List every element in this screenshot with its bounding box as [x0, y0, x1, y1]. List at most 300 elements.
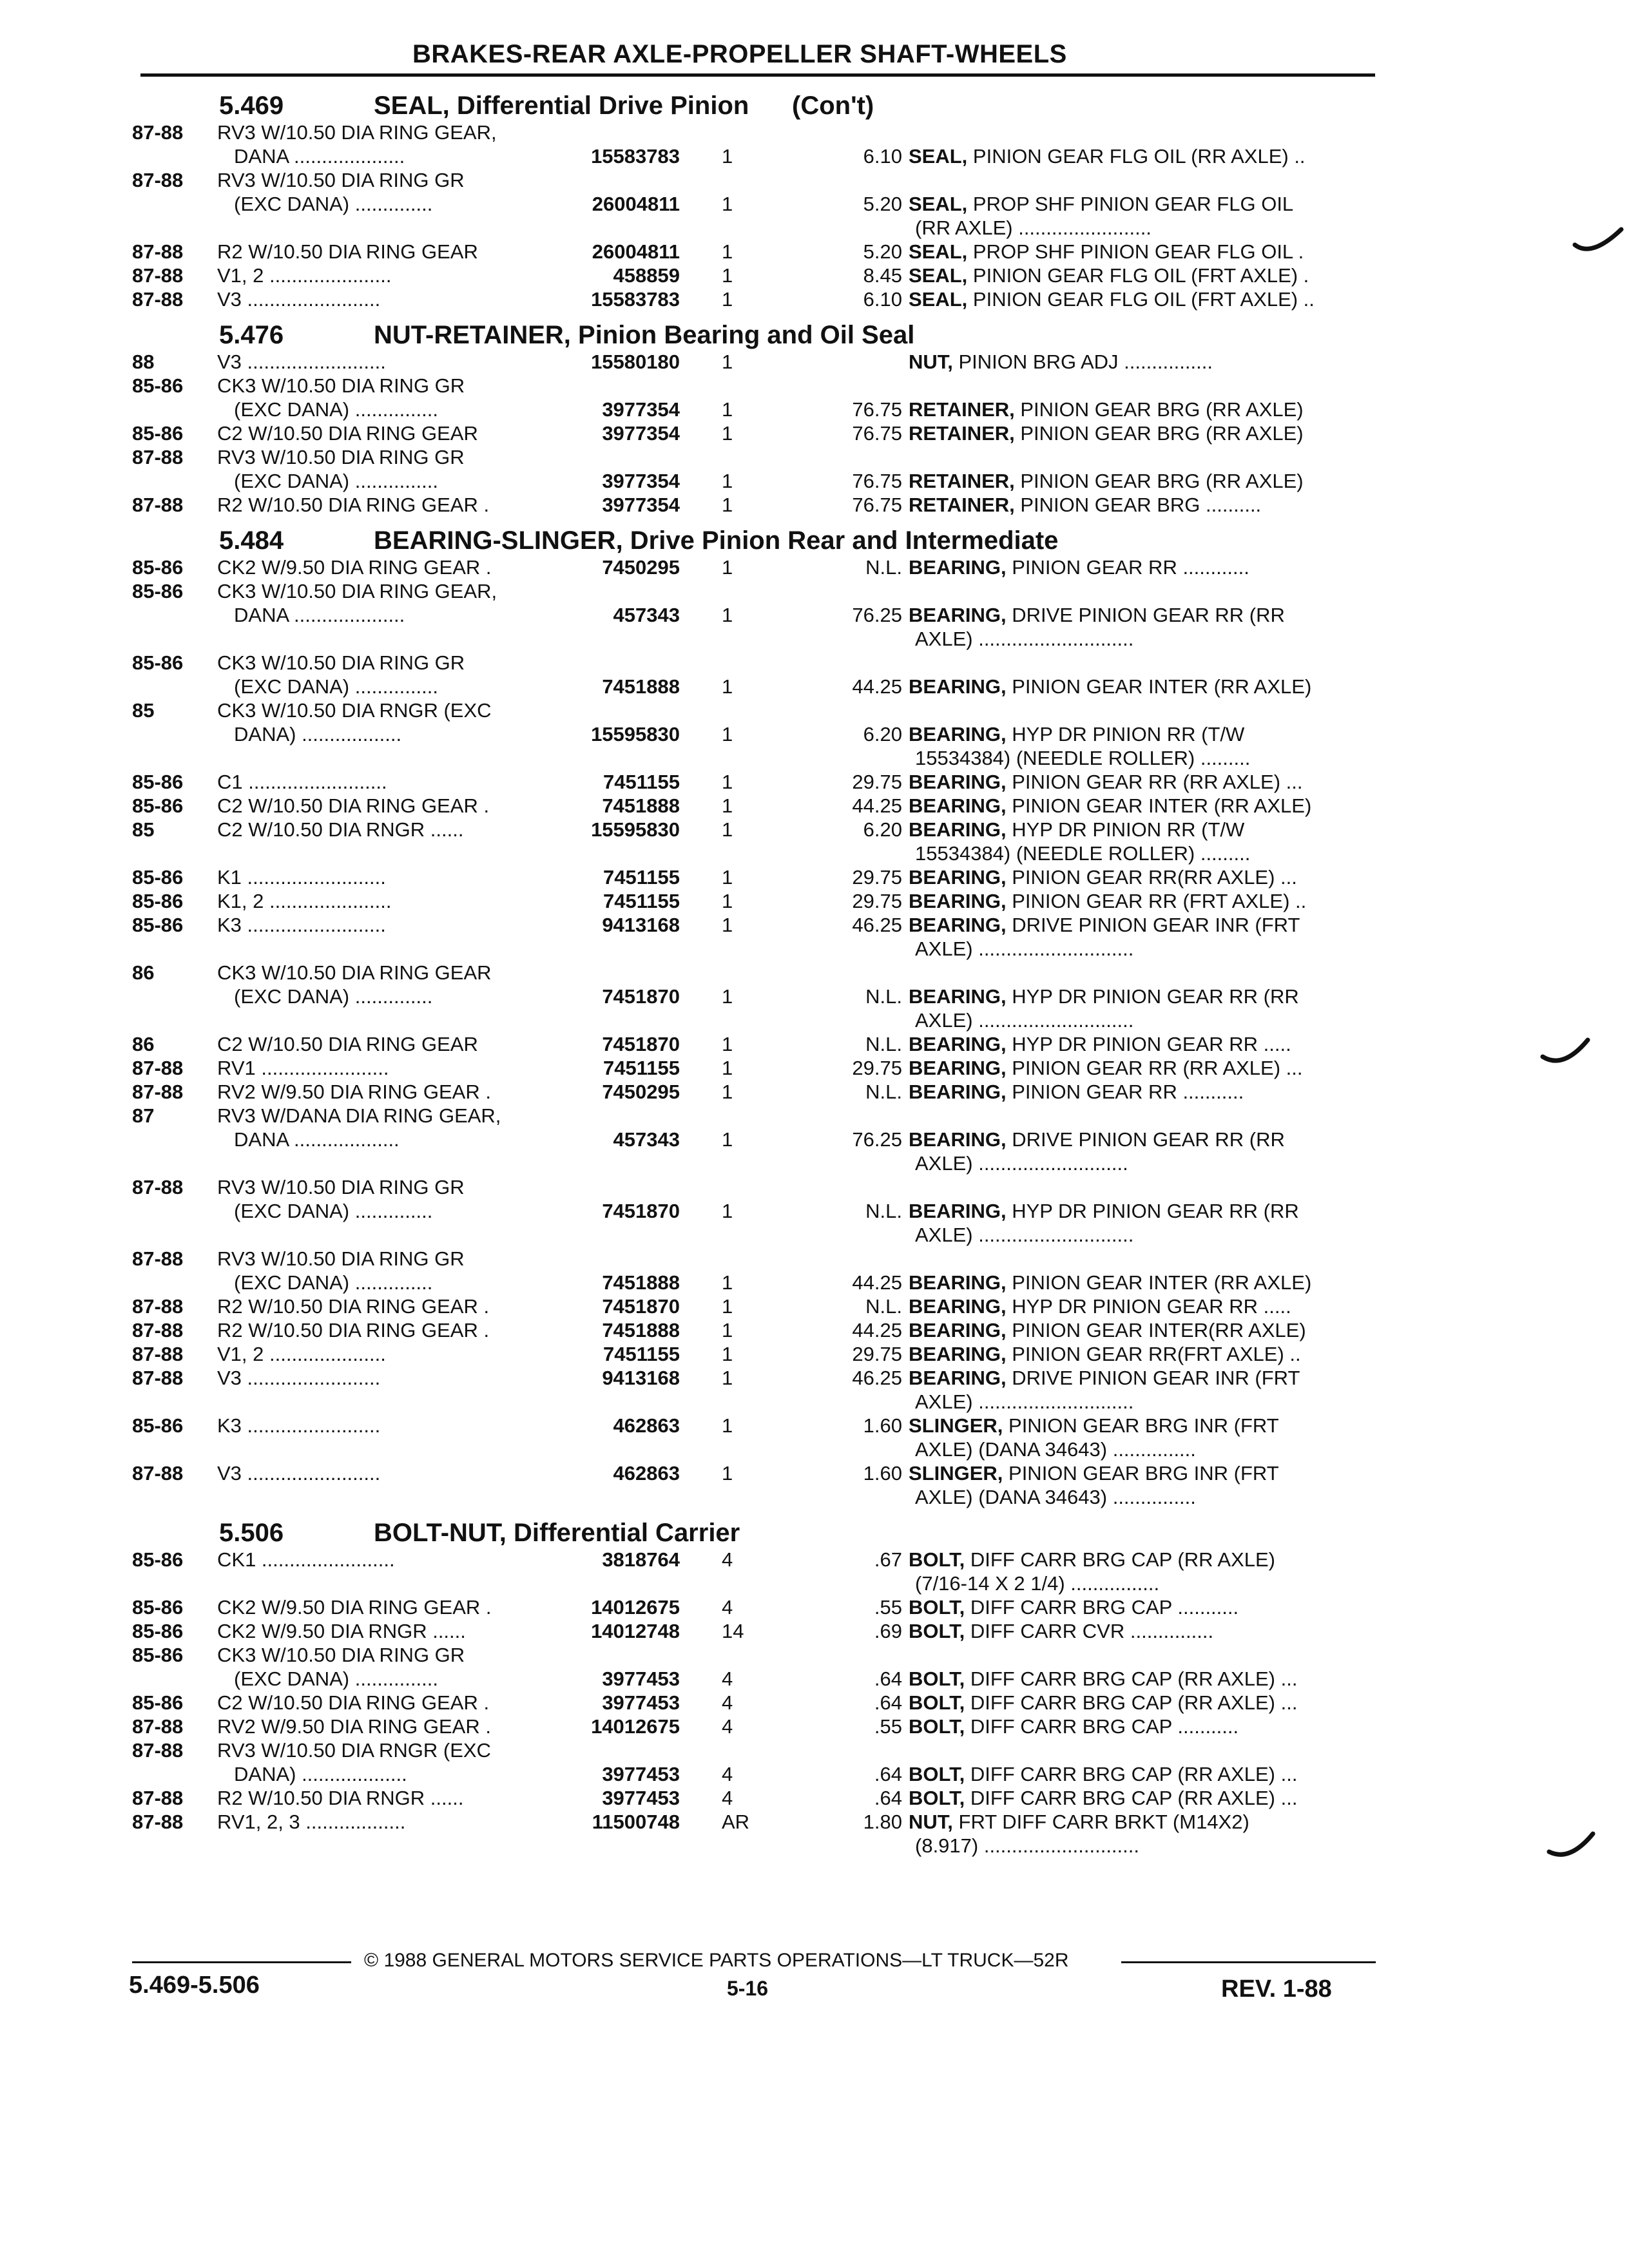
application: K1, 2 ...................... [217, 890, 392, 912]
catalog-row [132, 288, 1382, 312]
part-number: 26004811 [592, 193, 680, 215]
part-description [909, 604, 1285, 627]
application: CK2 W/9.50 DIA RING GEAR . [217, 1596, 492, 1619]
model-years: 85-86 [132, 1620, 184, 1642]
part-description [909, 723, 1244, 746]
part-description-text: DRIVE PINION GEAR RR (RR [1006, 1128, 1285, 1151]
part-description [909, 1367, 1300, 1390]
part-description-text: PROP SHF PINION GEAR FLG OIL . [967, 240, 1304, 263]
quantity: 1 [722, 1319, 733, 1341]
part-number: 3977453 [602, 1691, 680, 1714]
part-description [915, 1438, 1196, 1461]
part-number: 7451155 [603, 1343, 680, 1365]
part-number: 3818764 [602, 1548, 680, 1571]
section-title: BEARING-SLINGER, Drive Pinion Rear and Intermediate [374, 526, 1059, 555]
part-description-text: DRIVE PINION GEAR INR (FRT [1006, 1367, 1300, 1389]
part-description-text: AXLE) ............................ [915, 1390, 1134, 1413]
application: C2 W/10.50 DIA RING GEAR . [217, 794, 490, 817]
model-years: 85-86 [132, 1644, 184, 1666]
part-description-text: 15534384) (NEEDLE ROLLER) ......... [915, 842, 1251, 865]
part-noun: SLINGER, [909, 1462, 1003, 1485]
catalog-row [132, 1200, 1382, 1224]
application: C2 W/10.50 DIA RING GEAR [217, 422, 478, 445]
part-description [909, 193, 1293, 216]
catalog-row [132, 470, 1382, 494]
part-description-text: HYP DR PINION RR (T/W [1006, 818, 1245, 841]
catalog-row [132, 675, 1382, 699]
application: RV1, 2, 3 .................. [217, 1811, 406, 1833]
part-description [909, 1787, 1297, 1810]
catalog-row [132, 1057, 1382, 1081]
part-description-text: FRT DIFF CARR BRKT (M14X2) [952, 1811, 1249, 1833]
quantity: 1 [722, 494, 733, 516]
catalog-row [132, 1763, 1382, 1787]
part-description-text: PINION GEAR RR(RR AXLE) ... [1006, 866, 1297, 889]
part-description-text: DIFF CARR BRG CAP (RR AXLE) [965, 1548, 1275, 1571]
section-number: 5.476 [219, 321, 284, 349]
part-description [909, 794, 1311, 818]
part-number: 14012675 [591, 1596, 680, 1619]
catalog-row [132, 1667, 1382, 1691]
margin-check-mark-top [1572, 226, 1624, 264]
application: RV2 W/9.50 DIA RING GEAR . [217, 1715, 491, 1738]
model-years: 87-88 [132, 121, 184, 144]
part-description [909, 470, 1304, 493]
quantity: 1 [722, 398, 733, 421]
header-rule [140, 73, 1375, 77]
part-noun: BEARING, [909, 794, 1007, 817]
application: CK3 W/10.50 DIA RING GR [217, 651, 465, 674]
part-number: 7451870 [602, 985, 680, 1008]
part-description [909, 1462, 1279, 1485]
part-description-text: DRIVE PINION GEAR INR (FRT [1006, 914, 1300, 936]
footer-copyright: © 1988 GENERAL MOTORS SERVICE PARTS OPERATIONS—LT TRUCK—52R [364, 1950, 1069, 1971]
application: R2 W/10.50 DIA RING GEAR . [217, 494, 490, 516]
part-noun: BOLT, [909, 1620, 965, 1642]
model-years: 85-86 [132, 1414, 184, 1437]
model-years: 87-88 [132, 288, 184, 311]
catalog-row [132, 398, 1382, 422]
catalog-row [132, 422, 1382, 446]
part-description [909, 1343, 1301, 1366]
part-description [909, 1548, 1275, 1571]
catalog-row [132, 747, 1382, 771]
application: RV3 W/10.50 DIA RING GR [217, 1247, 465, 1270]
catalog-row [132, 914, 1382, 937]
price: 6.20 [863, 818, 902, 841]
section-number: 5.469 [219, 91, 284, 120]
part-description [915, 1009, 1133, 1032]
part-description-text: PINION GEAR INTER (RR AXLE) [1006, 794, 1312, 817]
price: 29.75 [852, 771, 902, 793]
part-description [915, 937, 1133, 961]
catalog-row [132, 1224, 1382, 1247]
price: 44.25 [852, 675, 902, 698]
part-number: 7450295 [602, 556, 680, 579]
part-description-text: 15534384) (NEEDLE ROLLER) ......... [915, 747, 1251, 769]
part-description [915, 216, 1152, 240]
part-noun: BEARING, [909, 771, 1007, 793]
part-description-text: DIFF CARR BRG CAP (RR AXLE) ... [965, 1787, 1298, 1809]
part-description [909, 1081, 1244, 1104]
price: 29.75 [852, 1057, 902, 1079]
price: 1.60 [863, 1414, 902, 1437]
application: V1, 2 ..................... [217, 1343, 386, 1365]
footer-page-number: 5-16 [727, 1977, 769, 2000]
part-noun: SEAL, [909, 264, 968, 287]
part-noun: SLINGER, [909, 1414, 1003, 1437]
catalog-row [132, 628, 1382, 651]
part-description-text: HYP DR PINION GEAR RR (RR [1006, 1200, 1299, 1222]
catalog-row [132, 169, 1382, 193]
catalog-row [132, 1033, 1382, 1057]
part-number: 3977453 [602, 1763, 680, 1785]
margin-check-mark-bottom [1547, 1830, 1598, 1869]
part-noun: NUT, [909, 351, 953, 373]
model-years: 87-88 [132, 1319, 184, 1341]
footer-section-range: 5.469-5.506 [129, 1972, 260, 1999]
price: .64 [874, 1763, 902, 1785]
application: DANA) ................... [234, 1763, 407, 1785]
part-description [915, 1572, 1159, 1595]
part-noun: BEARING, [909, 914, 1007, 936]
quantity: 1 [722, 1033, 733, 1055]
part-description [909, 1715, 1239, 1738]
part-noun: SEAL, [909, 288, 968, 311]
quantity: 4 [722, 1715, 733, 1738]
part-description [909, 422, 1304, 445]
application: R2 W/10.50 DIA RING GEAR [217, 240, 478, 263]
catalog-row [132, 1414, 1382, 1438]
catalog-row [132, 699, 1382, 723]
catalog-row [132, 193, 1382, 216]
application: C2 W/10.50 DIA RING GEAR . [217, 1691, 490, 1714]
quantity: 1 [722, 771, 733, 793]
quantity: 4 [722, 1763, 733, 1785]
quantity: 1 [722, 675, 733, 698]
quantity: 1 [722, 794, 733, 817]
part-description-text: PINION BRG ADJ ................ [952, 351, 1213, 373]
catalog-row [132, 145, 1382, 169]
catalog-row [132, 580, 1382, 604]
model-years: 85-86 [132, 651, 184, 674]
part-number: 14012675 [591, 1715, 680, 1738]
part-description-text: HYP DR PINION RR (T/W [1006, 723, 1245, 745]
price: 29.75 [852, 866, 902, 889]
price: 46.25 [852, 1367, 902, 1389]
part-description-text: PINION GEAR BRG .......... [1014, 494, 1262, 516]
catalog-row [132, 1548, 1382, 1572]
quantity: 1 [722, 1081, 733, 1103]
model-years: 85-86 [132, 794, 184, 817]
catalog-row [132, 1152, 1382, 1176]
catalog-row [132, 1739, 1382, 1763]
part-noun: BEARING, [909, 1271, 1007, 1294]
part-description-text: PINION GEAR BRG INR (FRT [1003, 1414, 1279, 1437]
part-number: 458859 [613, 264, 680, 287]
catalog-row [132, 937, 1382, 961]
price: 6.20 [863, 723, 902, 745]
quantity: 4 [722, 1596, 733, 1619]
part-description [909, 1295, 1291, 1318]
part-number: 457343 [613, 1128, 680, 1151]
part-noun: BEARING, [909, 675, 1007, 698]
part-noun: BEARING, [909, 1200, 1007, 1222]
part-number: 15583783 [591, 145, 680, 168]
part-description-text: DIFF CARR CVR ............... [965, 1620, 1214, 1642]
model-years: 85-86 [132, 580, 184, 602]
application: C2 W/10.50 DIA RNGR ...... [217, 818, 464, 841]
section-heading [132, 312, 1382, 351]
part-description-text: DIFF CARR BRG CAP ........... [965, 1715, 1239, 1738]
application: V3 ......................... [217, 351, 386, 373]
application: R2 W/10.50 DIA RING GEAR . [217, 1295, 490, 1318]
quantity: 1 [722, 1367, 733, 1389]
part-noun: BEARING, [909, 1081, 1007, 1103]
page-title: BRAKES-REAR AXLE-PROPELLER SHAFT-WHEELS [412, 40, 1067, 68]
quantity: 1 [722, 288, 733, 311]
part-description [915, 747, 1250, 770]
model-years: 87-88 [132, 494, 184, 516]
catalog-row [132, 723, 1382, 747]
part-number: 14012748 [591, 1620, 680, 1642]
footer-rule-left [132, 1961, 351, 1963]
part-number: 7451870 [602, 1200, 680, 1222]
quantity: 1 [722, 1057, 733, 1079]
application: (EXC DANA) .............. [234, 193, 433, 215]
application: CK1 ........................ [217, 1548, 395, 1571]
quantity: 1 [722, 1200, 733, 1222]
part-description-text: (7/16-14 X 2 1/4) ................ [915, 1572, 1160, 1595]
catalog-row [132, 842, 1382, 866]
part-description-text: AXLE) (DANA 34643) ............... [915, 1486, 1196, 1508]
model-years: 87-88 [132, 1343, 184, 1365]
part-noun: BEARING, [909, 818, 1007, 841]
part-number: 7451155 [603, 1057, 680, 1079]
part-description-text: PINION GEAR BRG (RR AXLE) [1014, 470, 1304, 492]
price: 46.25 [852, 914, 902, 936]
part-description-text: HYP DR PINION GEAR RR ..... [1006, 1033, 1291, 1055]
model-years: 87-88 [132, 1176, 184, 1198]
part-number: 15595830 [591, 818, 680, 841]
part-noun: BOLT, [909, 1715, 965, 1738]
part-description-text: PINION GEAR FLG OIL (RR AXLE) .. [967, 145, 1306, 168]
part-description [909, 866, 1297, 889]
quantity: 4 [722, 1667, 733, 1690]
price: .64 [874, 1667, 902, 1690]
part-description-text: PINION GEAR RR (RR AXLE) ... [1006, 1057, 1303, 1079]
part-description [909, 240, 1304, 264]
quantity: 1 [722, 866, 733, 889]
part-description [909, 1057, 1303, 1080]
section-title: BOLT-NUT, Differential Carrier [374, 1519, 740, 1547]
part-description-text: PINION GEAR RR ........... [1006, 1081, 1244, 1103]
part-description-text: HYP DR PINION GEAR RR (RR [1006, 985, 1299, 1008]
part-description-text: AXLE) ........................... [915, 1152, 1128, 1175]
quantity: 1 [722, 1462, 733, 1485]
part-number: 15580180 [591, 351, 680, 373]
part-description [909, 675, 1311, 698]
part-noun: RETAINER, [909, 470, 1015, 492]
part-number: 7451888 [602, 1271, 680, 1294]
part-description-text: PINION GEAR INTER(RR AXLE) [1006, 1319, 1306, 1341]
part-noun: BOLT, [909, 1548, 965, 1571]
quantity: 1 [722, 1271, 733, 1294]
catalog-row [132, 1691, 1382, 1715]
price: N.L. [865, 1200, 902, 1222]
price: 44.25 [852, 1271, 902, 1294]
part-number: 7451870 [602, 1295, 680, 1318]
part-description [915, 1486, 1196, 1509]
part-noun: RETAINER, [909, 494, 1015, 516]
quantity: 1 [722, 556, 733, 579]
part-number: 15595830 [591, 723, 680, 745]
part-description [915, 1152, 1128, 1175]
model-years: 88 [132, 351, 155, 373]
catalog-row [132, 216, 1382, 240]
part-description [909, 288, 1315, 311]
model-years: 85-86 [132, 771, 184, 793]
application: DANA .................... [234, 604, 405, 626]
part-description [909, 1763, 1297, 1786]
price: .55 [874, 1596, 902, 1619]
price: 76.75 [852, 494, 902, 516]
application: CK3 W/10.50 DIA RNGR (EXC [217, 699, 492, 722]
quantity: 4 [722, 1691, 733, 1714]
part-number: 3977354 [602, 398, 680, 421]
catalog-row [132, 985, 1382, 1009]
model-years: 85 [132, 818, 155, 841]
part-noun: BEARING, [909, 985, 1007, 1008]
application: RV1 ....................... [217, 1057, 389, 1079]
price: N.L. [865, 1295, 902, 1318]
model-years: 85-86 [132, 1691, 184, 1714]
quantity: 1 [722, 914, 733, 936]
application: (EXC DANA) .............. [234, 1200, 433, 1222]
part-description-text: PINION GEAR RR (FRT AXLE) .. [1006, 890, 1307, 912]
price: 76.25 [852, 1128, 902, 1151]
part-description-text: AXLE) (DANA 34643) ............... [915, 1438, 1196, 1461]
application: K1 ......................... [217, 866, 386, 889]
price: 6.10 [863, 288, 902, 311]
part-noun: BEARING, [909, 866, 1007, 889]
model-years: 87-88 [132, 1787, 184, 1809]
catalog-row [132, 1295, 1382, 1319]
application: (EXC DANA) .............. [234, 985, 433, 1008]
catalog-row [132, 651, 1382, 675]
application: RV3 W/10.50 DIA RING GR [217, 1176, 465, 1198]
model-years: 85-86 [132, 1548, 184, 1571]
application: RV3 W/DANA DIA RING GEAR, [217, 1104, 501, 1127]
part-description [909, 1033, 1291, 1056]
model-years: 87-88 [132, 1367, 184, 1389]
quantity: 1 [722, 193, 733, 215]
application: CK2 W/9.50 DIA RING GEAR . [217, 556, 492, 579]
part-noun: BOLT, [909, 1667, 965, 1690]
application: R2 W/10.50 DIA RING GEAR . [217, 1319, 490, 1341]
catalog-row [132, 446, 1382, 470]
part-number: 7451888 [602, 1319, 680, 1341]
part-description-text: PROP SHF PINION GEAR FLG OIL [967, 193, 1294, 215]
part-description-text: DIFF CARR BRG CAP ........... [965, 1596, 1239, 1619]
price: 8.45 [863, 264, 902, 287]
catalog-row [132, 374, 1382, 398]
price: 5.20 [863, 240, 902, 263]
part-noun: BOLT, [909, 1691, 965, 1714]
price: 6.10 [863, 145, 902, 168]
part-number: 9413168 [602, 1367, 680, 1389]
price: .64 [874, 1787, 902, 1809]
model-years: 85 [132, 699, 155, 722]
quantity: 1 [722, 985, 733, 1008]
part-description [909, 1128, 1285, 1151]
part-description [915, 1834, 1139, 1858]
application: DANA .................... [234, 145, 405, 168]
part-description-text: PINION GEAR INTER (RR AXLE) [1006, 675, 1312, 698]
catalog-row [132, 818, 1382, 842]
part-description [909, 398, 1304, 421]
catalog-row [132, 1319, 1382, 1343]
quantity: 1 [722, 890, 733, 912]
catalog-row [132, 1787, 1382, 1811]
application: V1, 2 ...................... [217, 264, 392, 287]
catalog-row [132, 1486, 1382, 1510]
part-description [915, 628, 1133, 651]
part-description [909, 1319, 1306, 1342]
part-description [909, 264, 1309, 287]
part-noun: BEARING, [909, 604, 1007, 626]
catalog-row [132, 771, 1382, 794]
price: 29.75 [852, 1343, 902, 1365]
catalog-row [132, 1644, 1382, 1667]
part-description [909, 1414, 1279, 1437]
part-noun: BOLT, [909, 1763, 965, 1785]
application: K3 ........................ [217, 1414, 381, 1437]
quantity: 4 [722, 1787, 733, 1809]
part-description [909, 1667, 1297, 1691]
price: 76.75 [852, 398, 902, 421]
model-years: 85-86 [132, 556, 184, 579]
catalog-row [132, 1596, 1382, 1620]
application: CK3 W/10.50 DIA RING GEAR, [217, 580, 497, 602]
price: 1.60 [863, 1462, 902, 1485]
part-number: 3977354 [602, 422, 680, 445]
catalog-row [132, 890, 1382, 914]
part-description-text: DIFF CARR BRG CAP (RR AXLE) ... [965, 1691, 1298, 1714]
part-description [915, 842, 1250, 865]
catalog-row [132, 604, 1382, 628]
part-description [909, 818, 1244, 841]
application: CK3 W/10.50 DIA RING GR [217, 1644, 465, 1666]
application: V3 ........................ [217, 1367, 381, 1389]
application: (EXC DANA) ............... [234, 398, 438, 421]
section-number: 5.484 [219, 526, 284, 555]
model-years: 87-88 [132, 1295, 184, 1318]
application: RV2 W/9.50 DIA RING GEAR . [217, 1081, 491, 1103]
catalog-row [132, 1271, 1382, 1295]
part-noun: BOLT, [909, 1787, 965, 1809]
parts-catalog-body [132, 82, 1382, 1858]
part-description-text: (8.917) ............................ [915, 1834, 1139, 1857]
application: CK3 W/10.50 DIA RING GR [217, 374, 465, 397]
catalog-row [132, 1438, 1382, 1462]
part-description [909, 890, 1306, 913]
application: RV3 W/10.50 DIA RNGR (EXC [217, 1739, 491, 1762]
catalog-row [132, 1343, 1382, 1367]
model-years: 86 [132, 1033, 155, 1055]
part-noun: BEARING, [909, 1295, 1007, 1318]
catalog-row [132, 240, 1382, 264]
